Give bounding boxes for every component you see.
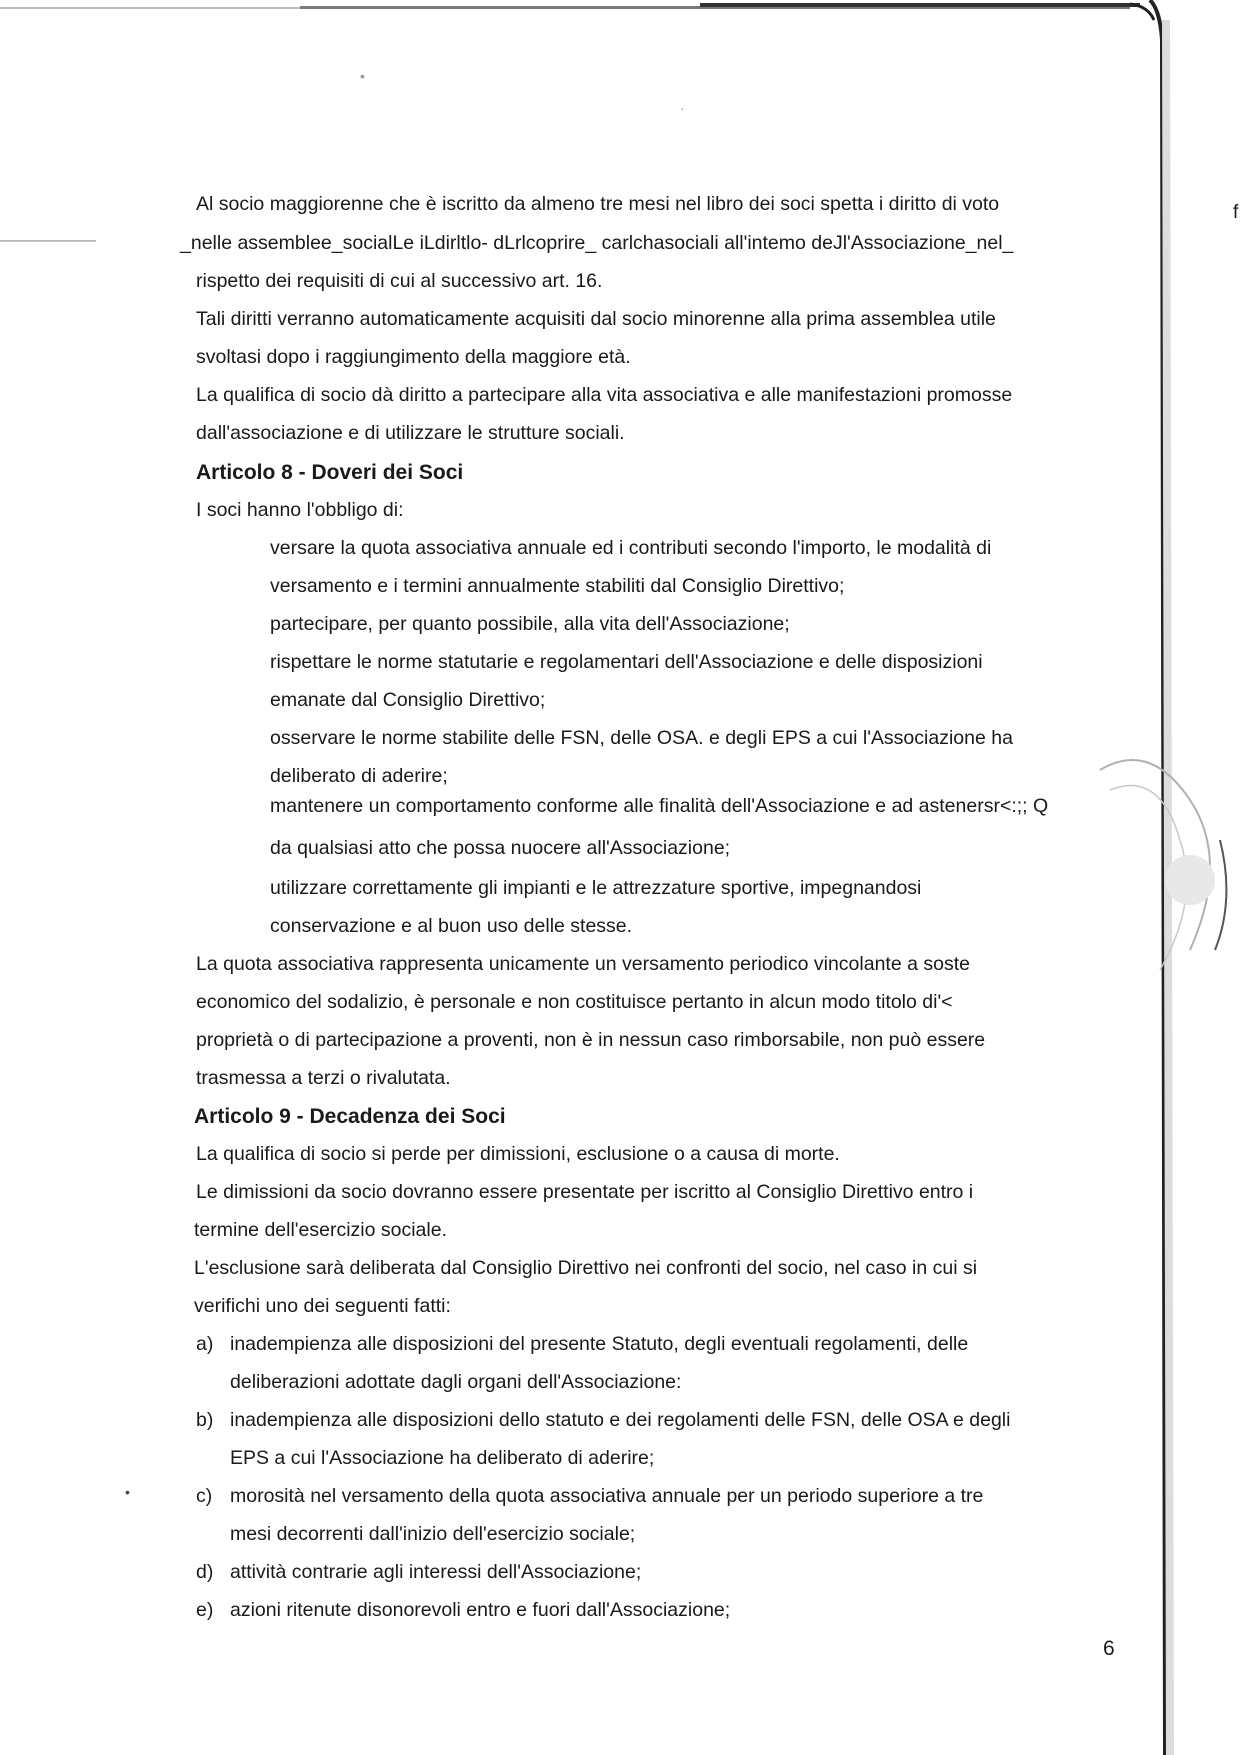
margin-mark: f [1233, 202, 1239, 223]
list-item-line: inadempienza alle disposizioni dello statuto e dei regolamenti delle FSN, delle OSA e degli [230, 1409, 1011, 1431]
duty-line: da qualsiasi atto che possa nuocere all'Associazione; [270, 837, 731, 859]
list-item-line: inadempienza alle disposizioni del presente Statuto, degli eventuali regolamenti, delle [230, 1333, 969, 1355]
duty-line: deliberato di aderire; [270, 765, 448, 787]
duty-line: conservazione e al buon uso delle stesse. [270, 915, 633, 937]
paragraph-line: La qualifica di socio dà diritto a partecipare alla vita associativa e alle manifestazioni promosse [196, 384, 1013, 406]
duty-line: versare la quota associativa annuale ed i contributi secondo l'importo, le modalità di [270, 537, 992, 559]
list-item-line: mesi decorrenti dall'inizio dell'esercizio sociale; [230, 1523, 636, 1545]
paragraph-line: svoltasi dopo i raggiungimento della maggiore età. [196, 346, 631, 368]
duty-line: mantenere un comportamento conforme alle finalità dell'Associazione e ad astenersr<:;; Q [270, 795, 1049, 817]
scan-speck: • [360, 68, 365, 84]
scan-speck: · [680, 100, 685, 116]
stamp-mark [1040, 750, 1240, 1010]
duty-line: versamento e i termini annualmente stabiliti dal Consiglio Direttivo; [270, 575, 845, 597]
list-item-line: attività contrarie agli interessi dell'Associazione; [230, 1561, 642, 1583]
duty-line: rispettare le norme statutarie e regolamentari dell'Associazione e delle disposizioni [270, 651, 983, 673]
duty-line: utilizzare correttamente gli impianti e le attrezzature sportive, impegnandosi [270, 877, 922, 899]
page-number: 6 [1103, 1637, 1115, 1660]
paragraph-line: dall'associazione e di utilizzare le strutture sociali. [196, 422, 625, 444]
article-8-heading: Articolo 8 - Doveri dei Soci [196, 461, 464, 484]
paragraph-line: La qualifica di socio si perde per dimissioni, esclusione o a causa di morte. [196, 1143, 840, 1165]
paragraph-line: _nelle assemblee_socialLe iLdirltlo- dLrlcoprire_ carlchasociali all'intemo deJl'Associazione_nel_ [180, 232, 1014, 254]
list-item-label: d) [196, 1561, 214, 1583]
list-item-label: a) [196, 1333, 214, 1355]
paragraph-line: proprietà o di partecipazione a proventi, non è in nessun caso rimborsabile, non può essere [196, 1029, 986, 1051]
paragraph-line: Al socio maggiorenne che è iscritto da almeno tre mesi nel libro dei soci spetta i diritto di voto [196, 193, 1000, 215]
scan-dash: —————— [0, 232, 96, 249]
list-item-label: b) [196, 1409, 214, 1431]
article-9-heading: Articolo 9 - Decadenza dei Soci [194, 1105, 506, 1128]
paragraph-line: rispetto dei requisiti di cui al successivo art. 16. [196, 270, 603, 292]
paragraph-line: L'esclusione sarà deliberata dal Consiglio Direttivo nei confronti del socio, nel caso in cui si [194, 1257, 978, 1279]
duty-line: osservare le norme stabilite delle FSN, delle OSA. e degli EPS a cui l'Associazione ha [270, 727, 1013, 749]
paragraph-line: La quota associativa rappresenta unicamente un versamento periodico vincolante a soste [196, 953, 970, 975]
paragraph-line: economico del sodalizio, è personale e non costituisce pertanto in alcun modo titolo di'< [196, 991, 953, 1013]
scan-speck: • [125, 1484, 130, 1500]
list-item-line: azioni ritenute disonorevoli entro e fuori dall'Associazione; [230, 1599, 731, 1621]
duty-line: partecipare, per quanto possibile, alla vita dell'Associazione; [270, 613, 790, 635]
paragraph-line: termine dell'esercizio sociale. [194, 1219, 447, 1241]
paragraph-line: trasmessa a terzi o rivalutata. [196, 1067, 451, 1089]
list-item-label: e) [196, 1599, 214, 1621]
scan-top-edge [0, 2, 1241, 16]
list-item-line: deliberazioni adottate dagli organi dell'Associazione: [230, 1371, 682, 1393]
paragraph-line: Tali diritti verranno automaticamente acquisiti dal socio minorenne alla prima assemblea utile [196, 308, 996, 330]
list-item-line: morosità nel versamento della quota associativa annuale per un periodo superiore a tre [230, 1485, 984, 1507]
list-item-line: EPS a cui l'Associazione ha deliberato di aderire; [230, 1447, 655, 1469]
article-8-intro: I soci hanno l'obbligo di: [196, 499, 404, 521]
paragraph-line: verifichi uno dei seguenti fatti: [194, 1295, 451, 1317]
list-item-label: c) [196, 1485, 213, 1507]
paragraph-line: Le dimissioni da socio dovranno essere presentate per iscritto al Consiglio Direttivo entro i [196, 1181, 974, 1203]
duty-line: emanate dal Consiglio Direttivo; [270, 689, 546, 711]
